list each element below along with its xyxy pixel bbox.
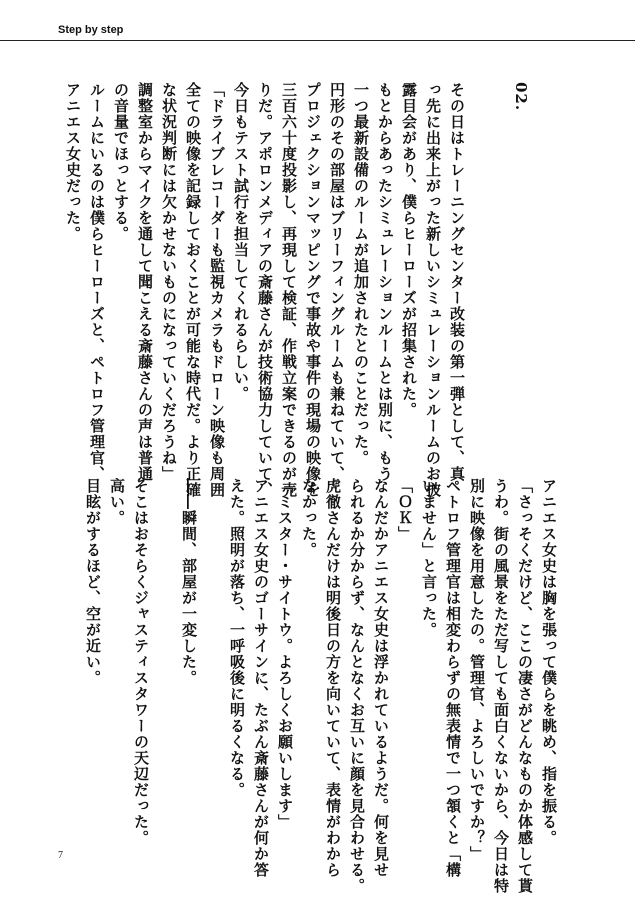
text-line: 「ドライブレコーダーも監視カメラもドローン映像も周囲 xyxy=(208,82,226,498)
text-line: 高い。 xyxy=(108,478,126,526)
text-line: りだ。アポロンメディアの斎藤さんが技術協力していて、 xyxy=(256,82,274,498)
text-line: 目眩がするほど、空が近い。 xyxy=(84,478,102,686)
text-line: なんだかアニエス女史は浮かれているようだ。何を見せ xyxy=(372,478,390,878)
text-line: 「ミスター・サイトウ。よろしくお願いします」 xyxy=(276,478,294,830)
text-line: 調整室からマイクを通して聞こえる斎藤さんの声は普通 xyxy=(136,82,154,482)
text-line: アニエス女史は胸を張って僕らを眺め、指を振る。 xyxy=(540,478,558,846)
text-line: ――瞬間、部屋が一変した。 xyxy=(180,478,198,686)
text-line: えた。照明が落ち、一呼吸後に明るくなる。 xyxy=(228,478,246,798)
page-number: 7 xyxy=(58,850,63,861)
blank-line xyxy=(201,478,225,823)
text-line: 今日もテスト試行を担当してくれるらしい。 xyxy=(232,82,250,402)
text-line: いません」と言った。 xyxy=(420,478,438,638)
text-line: 「ＯＫ」 xyxy=(396,478,414,542)
text-line: 全ての映像を記録しておくことが可能な時代だ。より正確 xyxy=(184,82,202,498)
text-line: 一つ最新設備のルームが追加されたとのことだった。 xyxy=(352,82,370,466)
text-line: アニエス女史だった。 xyxy=(64,82,82,242)
text-line: 「さっそくだけど、ここの凄さがどんなものか体感して貰 xyxy=(516,478,534,894)
text-line: そこはおそらくジャスティスタワーの天辺だった。 xyxy=(132,478,150,846)
text-line: な状況判断には欠かせないものになっていくだろうね」 xyxy=(160,82,178,482)
text-line: られるか分からず、なんとなくお互いに顔を見合わせる。 xyxy=(348,478,366,894)
text-line: もとからあったシミュレーションルームとは別に、もう xyxy=(376,82,394,482)
text-line: の音量でほっとする。 xyxy=(112,82,130,242)
lower-text-block xyxy=(81,478,561,894)
text-line: 露目会があり、僕らヒーローズが招集された。 xyxy=(400,82,418,418)
running-header: Step by step xyxy=(58,24,124,36)
text-line: なかった。 xyxy=(300,478,318,558)
header-rule xyxy=(0,40,635,41)
upper-text-block xyxy=(61,82,533,498)
text-line: ペトロフ管理官は相変わらずの無表情で一つ頷くと「構 xyxy=(444,478,462,878)
text-line: ルームにいるのは僕らヒーローズと、ペトロフ管理官、 xyxy=(88,82,106,482)
text-line: その日はトレーニングセンター改装の第一弾として、真 xyxy=(448,82,466,482)
text-line: プロジェクションマッピングで事故や事件の現場の映像を xyxy=(304,82,322,498)
text-line: 虎徹さんだけは明後日の方を向いていて、表情がわから xyxy=(324,478,342,878)
text-line: 円形のその部屋はブリーフィングルームも兼ねていて、 xyxy=(328,82,346,482)
text-line: 別に映像を用意したの。管理官、よろしいですか？」 xyxy=(468,478,486,862)
text-line: うわ。街の風景をただ写しても面白くないから、今日は特 xyxy=(492,478,510,894)
chapter-number: 02. xyxy=(512,82,530,112)
text-line: 三百六十度投影し、再現して検証、作戦立案できるのが売 xyxy=(280,82,298,498)
text-line: アニエス女史のゴーサインに、たぶん斎藤さんが何か答 xyxy=(252,478,270,878)
blank-line xyxy=(153,478,177,823)
text-line: っ先に出来上がった新しいシミュレーションルームのお披 xyxy=(424,82,442,498)
